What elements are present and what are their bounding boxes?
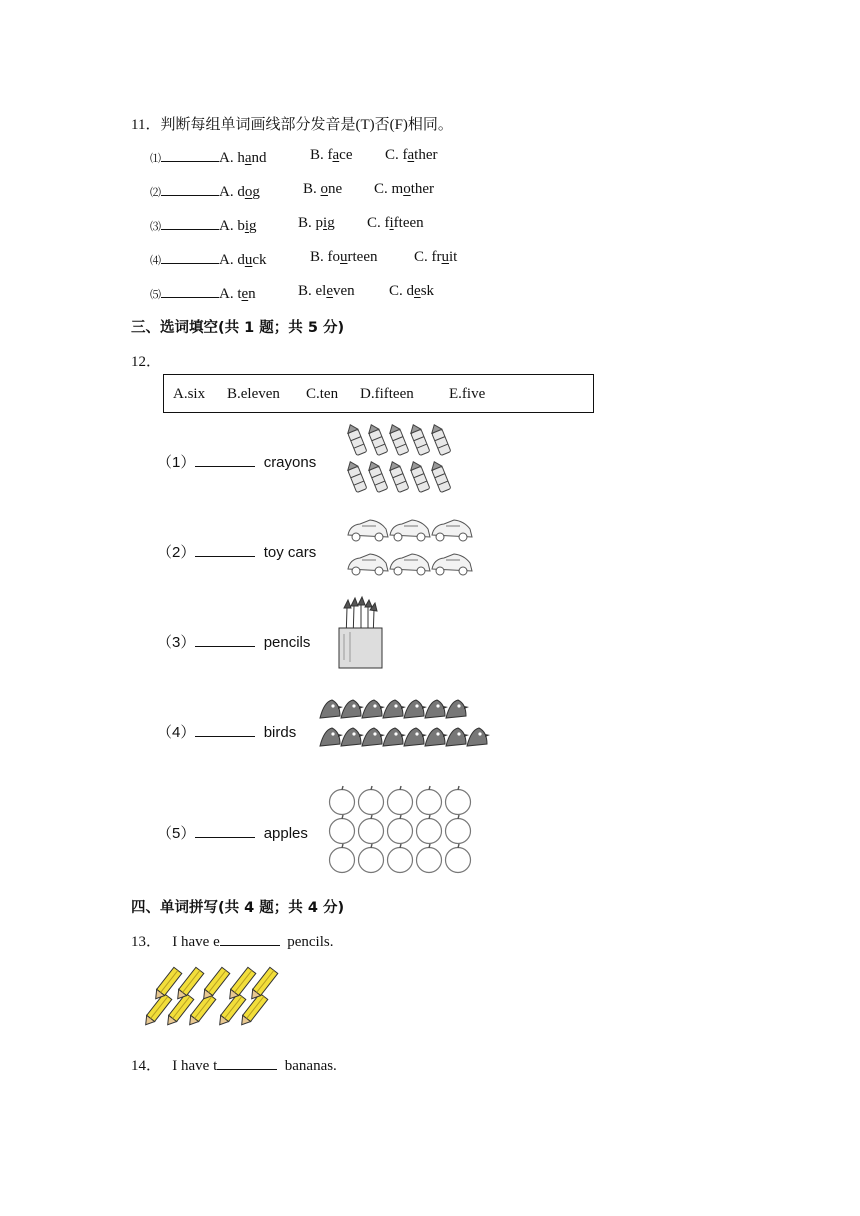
apple (330, 815, 355, 844)
q11-row (150, 147, 267, 167)
answer-blank[interactable] (161, 215, 219, 230)
word-option-a: A.six (173, 386, 206, 402)
word-part: ne (328, 181, 343, 197)
item-label: （2） (157, 544, 196, 561)
apple (446, 844, 471, 873)
q14-text-after: bananas. (284, 1058, 337, 1074)
bird (404, 700, 427, 718)
option-c (385, 147, 438, 164)
toy-car (390, 554, 430, 575)
option-b (310, 249, 377, 266)
word-option-b: B.eleven (227, 386, 280, 402)
underlined-letter: a (244, 150, 252, 166)
word-part: B. el (298, 283, 327, 299)
word-part: C. fr (414, 249, 442, 265)
apple (330, 844, 355, 873)
underlined-letter: u (441, 249, 449, 265)
option-b (298, 283, 355, 300)
bird (425, 700, 448, 718)
crayon (429, 423, 451, 456)
q11-title: 11．判断每组单词画线部分发音是(T)否(F)相同。 (131, 117, 453, 133)
word-part: it (449, 249, 458, 265)
apple (417, 786, 442, 815)
row-number: ⑷ (150, 255, 161, 267)
underlined-letter: e (241, 286, 249, 302)
q14 (131, 1054, 337, 1075)
word-option-e: E.five (449, 386, 486, 402)
row-number: ⑴ (150, 153, 161, 165)
word-part: B. p (298, 215, 324, 231)
bird (425, 728, 448, 746)
word-part: B. fo (310, 249, 340, 265)
item-label: （4） (157, 724, 196, 741)
toy-car (432, 520, 472, 541)
word-part: nd (251, 150, 267, 166)
q14-text-before: I have t (172, 1058, 218, 1074)
underlined-letter: i (323, 215, 328, 231)
crayon (345, 460, 367, 493)
option-c (374, 181, 434, 198)
word-part: A. h (219, 150, 245, 166)
pencil-cup-picture (336, 600, 386, 670)
q12-item-5 (157, 822, 308, 843)
bird (446, 728, 469, 746)
q12-item-3 (157, 631, 310, 652)
section3-heading: 三、选词填空(共 1 题；共 5 分) (131, 320, 345, 336)
word-part: g (327, 215, 335, 231)
bird (383, 728, 406, 746)
crayon (345, 423, 367, 456)
word-part: ther (414, 147, 438, 163)
option-b (298, 215, 335, 232)
item-word: birds (263, 724, 297, 741)
answer-blank[interactable] (195, 823, 255, 838)
q11-row (150, 181, 260, 201)
word-part: sk (420, 283, 435, 299)
word-bank-box (163, 374, 594, 413)
item-label: （5） (157, 825, 196, 842)
item-word: crayons (263, 454, 317, 471)
word-part: C. f (385, 147, 408, 163)
answer-blank[interactable] (195, 722, 255, 737)
word-part: C. f (367, 215, 390, 231)
apple (388, 786, 413, 815)
underlined-letter: o (403, 181, 411, 197)
bird (446, 700, 469, 718)
q14-number: 14． (131, 1058, 162, 1074)
bird (467, 728, 490, 746)
row-number: ⑶ (150, 221, 161, 233)
toy-car (348, 520, 388, 541)
word-option-d: D.fifteen (360, 386, 414, 402)
yellow-pencils-picture (150, 965, 300, 1035)
underlined-letter: a (332, 147, 340, 163)
q13-number: 13． (131, 934, 162, 950)
word-part: A. d (219, 252, 245, 268)
q14-answer-blank[interactable] (217, 1055, 277, 1070)
q13 (131, 930, 333, 951)
word-part: fteen (393, 215, 424, 231)
word-part: g (249, 218, 257, 234)
word-part: ck (252, 252, 267, 268)
word-part: n (248, 286, 256, 302)
section4-heading: 四、单词拼写(共 4 题；共 4 分) (131, 900, 345, 916)
apple (417, 815, 442, 844)
word-part: ven (333, 283, 355, 299)
apple (359, 786, 384, 815)
word-part: C. d (389, 283, 415, 299)
underlined-letter: e (414, 283, 421, 299)
word-part: B. f (310, 147, 333, 163)
item-label: （3） (157, 634, 196, 651)
underlined-letter: i (244, 218, 250, 234)
apple (330, 786, 355, 815)
q13-text-after: pencils. (287, 934, 334, 950)
word-part: A. d (219, 184, 245, 200)
word-part: ce (339, 147, 353, 163)
crayon (408, 460, 430, 493)
option-b (303, 181, 342, 198)
q13-text-before: I have e (172, 934, 220, 950)
crayons-picture (347, 424, 457, 494)
answer-blank[interactable] (195, 452, 255, 467)
toy-cars-picture (346, 515, 474, 583)
bird (362, 700, 385, 718)
option-b (310, 147, 353, 164)
underlined-letter: o (320, 181, 329, 197)
bird (383, 700, 406, 718)
q11-row (150, 215, 257, 235)
option-a (219, 286, 256, 302)
q11-row (150, 283, 256, 303)
q13-answer-blank[interactable] (220, 931, 280, 946)
answer-blank[interactable] (161, 147, 219, 162)
crayon (366, 460, 388, 493)
row-number: ⑵ (150, 187, 161, 199)
word-part: rteen (347, 249, 378, 265)
crayon (429, 460, 451, 493)
underlined-letter: u (244, 252, 253, 268)
toy-car (348, 554, 388, 575)
item-word: toy cars (263, 544, 317, 561)
apple (359, 844, 384, 873)
toy-car (390, 520, 430, 541)
toy-car (432, 554, 472, 575)
answer-blank[interactable] (161, 249, 219, 264)
apple (388, 844, 413, 873)
answer-blank[interactable] (161, 181, 219, 196)
q12-item-4 (157, 721, 296, 742)
crayon (366, 423, 388, 456)
q12-item-1 (157, 451, 316, 472)
word-part: A. b (219, 218, 245, 234)
crayon (387, 460, 409, 493)
apple (446, 786, 471, 815)
word-part: A. t (219, 286, 242, 302)
q12-item-2 (157, 541, 316, 562)
crayon (408, 423, 430, 456)
word-part: C. m (374, 181, 404, 197)
word-part: B. (303, 181, 321, 197)
option-a (219, 252, 267, 268)
bird (404, 728, 427, 746)
underlined-letter: u (340, 249, 348, 265)
underlined-letter: o (244, 184, 253, 200)
underlined-letter: a (407, 147, 415, 163)
underlined-letter: i (389, 215, 394, 231)
q11-row (150, 249, 267, 269)
item-word: apples (263, 825, 308, 842)
word-option-c: C.ten (306, 386, 339, 402)
option-c (414, 249, 457, 266)
q12-number: 12． (131, 354, 162, 370)
underlined-letter: e (326, 283, 334, 299)
option-c (367, 215, 424, 232)
answer-blank[interactable] (195, 632, 255, 647)
bird (362, 728, 385, 746)
bird (341, 700, 364, 718)
apple (417, 844, 442, 873)
apple (446, 815, 471, 844)
option-a (219, 150, 267, 166)
apples-picture (325, 784, 475, 874)
bird (341, 728, 364, 746)
answer-blank[interactable] (161, 283, 219, 298)
option-c (389, 283, 434, 300)
apple (359, 815, 384, 844)
bird (320, 728, 343, 746)
word-part: ther (410, 181, 435, 197)
apple (388, 815, 413, 844)
birds-picture (318, 692, 493, 758)
item-word: pencils (263, 634, 311, 651)
item-label: （1） (157, 454, 196, 471)
crayon (387, 423, 409, 456)
option-a (219, 184, 260, 200)
bird (320, 700, 343, 718)
yellow-pencil (200, 967, 230, 1002)
row-number: ⑸ (150, 289, 161, 301)
answer-blank[interactable] (195, 542, 255, 557)
option-a (219, 218, 257, 234)
word-part: g (252, 184, 260, 200)
